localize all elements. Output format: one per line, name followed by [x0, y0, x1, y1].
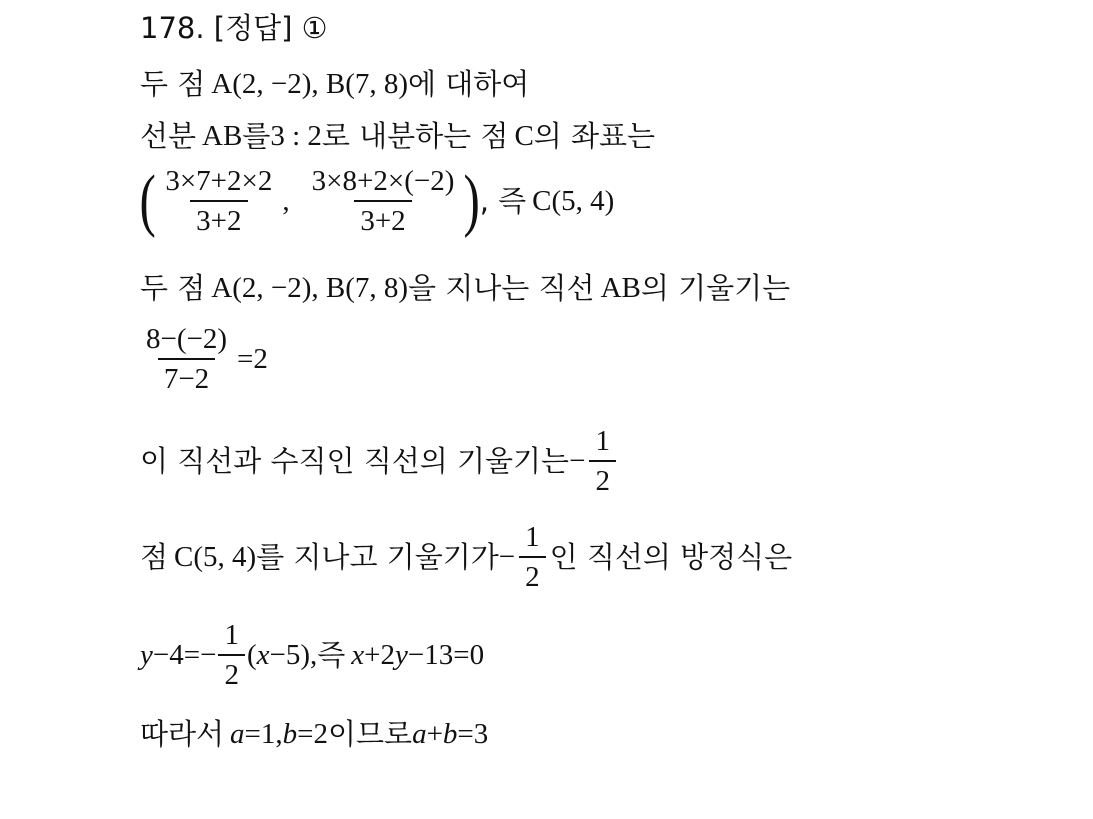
- fraction-denominator: 2: [218, 654, 245, 692]
- fraction-denominator: 3+2: [354, 200, 411, 238]
- var-x: x: [351, 639, 365, 671]
- minus-sign: −: [498, 541, 516, 573]
- text-line-5: [140, 270, 790, 306]
- text-line-10: [140, 716, 488, 752]
- var-b: b: [282, 718, 298, 750]
- expr: =3: [457, 718, 489, 750]
- segment-name: AB: [202, 120, 243, 152]
- text-line-8: [140, 520, 792, 594]
- text: 를: [242, 119, 271, 153]
- points-expression: A(2, −2), B(7, 8): [211, 272, 409, 304]
- fraction-denominator: 7−2: [158, 358, 215, 396]
- text: 를 지나고 기울기가: [256, 540, 499, 574]
- point-result: C(5, 4): [532, 185, 615, 217]
- fraction-numerator: 1: [595, 425, 610, 457]
- var-b: b: [442, 718, 458, 750]
- fraction-half: [519, 520, 546, 594]
- expr: −4=−: [152, 639, 217, 671]
- point-expression: C(5, 4): [174, 541, 257, 573]
- slope-formula: [140, 322, 268, 396]
- text: 에 대하여: [408, 67, 530, 101]
- plus-sign: +: [426, 718, 443, 750]
- coordinate-formula: [140, 164, 614, 238]
- point-name: C: [514, 120, 534, 152]
- text: 점: [140, 540, 169, 574]
- points-expression: A(2, −2), B(7, 8): [211, 68, 409, 100]
- expr: =2: [297, 718, 329, 750]
- ratio: 3 : 2: [270, 120, 322, 152]
- text: 따라서: [140, 717, 225, 751]
- expr: −13=0: [407, 639, 485, 671]
- text: 의 좌표는: [533, 119, 656, 153]
- result: =2: [237, 343, 268, 375]
- text: 로 내분하는 점: [321, 119, 509, 153]
- fraction-numerator: 1: [525, 521, 540, 553]
- expr: −5),: [269, 639, 318, 671]
- fraction-numerator: 3×7+2×2: [165, 165, 273, 197]
- text-line-2: [140, 66, 529, 102]
- fraction-half: [589, 424, 616, 498]
- var-x: x: [256, 639, 270, 671]
- text-line-3: [140, 118, 655, 154]
- text: 선분: [140, 119, 197, 153]
- line-equation: [140, 618, 484, 692]
- fraction-slope: [140, 322, 233, 396]
- left-paren: (: [139, 162, 156, 239]
- text: 이 직선과 수직인 직선의 기울기는: [140, 444, 570, 478]
- fraction-half: [218, 618, 245, 692]
- text: , 즉: [479, 184, 527, 218]
- title-text: 178. [정답] ①: [140, 11, 328, 45]
- fraction-denominator: 2: [589, 460, 616, 498]
- expr: =1,: [244, 718, 283, 750]
- var-a: a: [412, 718, 427, 750]
- text: 의 기울기는: [640, 271, 791, 305]
- fraction-denominator: 2: [519, 556, 546, 594]
- var-y: y: [395, 639, 408, 671]
- comma: ,: [282, 185, 290, 217]
- fraction-numerator: 8−(−2): [146, 323, 228, 355]
- paren-open: (: [246, 639, 257, 671]
- var-y: y: [140, 639, 153, 671]
- right-paren: ): [463, 162, 481, 239]
- text: 이므로: [328, 717, 413, 751]
- minus-sign: −: [569, 445, 586, 477]
- problem-title: [140, 10, 328, 46]
- text: 즉: [317, 638, 346, 672]
- var-a: a: [230, 718, 245, 750]
- expr: +2: [364, 639, 396, 671]
- fraction-numerator: 3×8+2×(−2): [311, 165, 455, 197]
- text: 을 지나는 직선: [408, 271, 595, 305]
- fraction-x: [159, 164, 278, 238]
- text: 두 점: [140, 271, 206, 305]
- fraction-denominator: 3+2: [190, 200, 247, 238]
- text-line-7: [140, 424, 620, 498]
- text: 두 점: [140, 67, 206, 101]
- fraction-numerator: 1: [224, 619, 239, 651]
- segment-name: AB: [600, 272, 641, 304]
- text: 인 직선의 방정식은: [549, 540, 793, 574]
- fraction-y: [306, 164, 461, 238]
